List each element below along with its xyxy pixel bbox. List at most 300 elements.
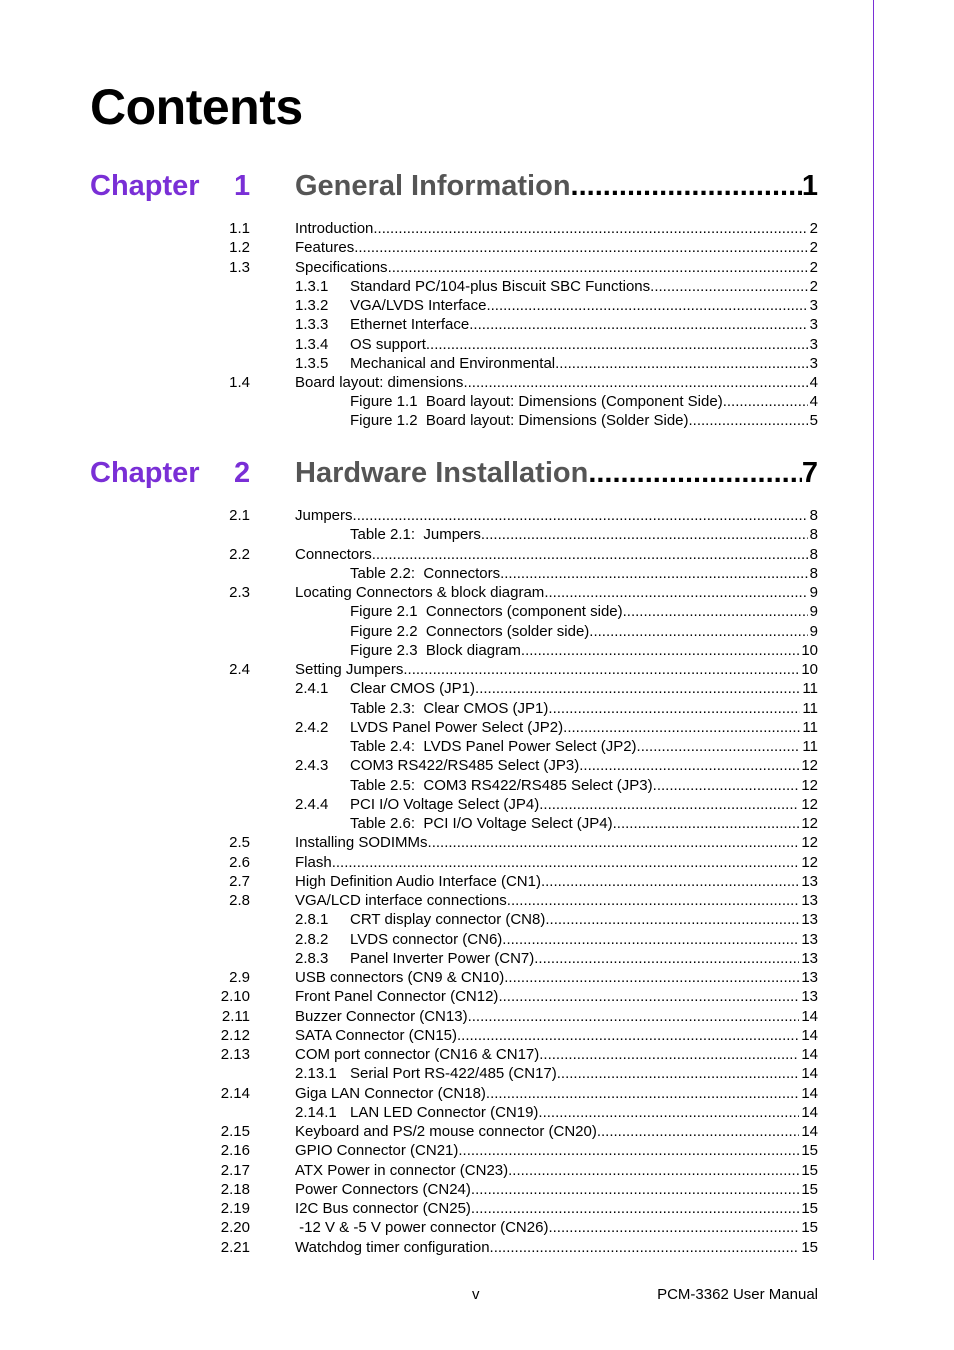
toc-entry-number: 2.16 [220,1142,250,1160]
leader-dots [539,1045,799,1064]
leader-dots [490,1238,800,1257]
toc-entry-number: 1.3.1 [295,278,329,295]
chapter-title-line [295,170,818,203]
toc-entry-number: 2.1 [229,507,250,524]
leader-dots [468,1007,800,1026]
leader-dots [534,949,799,968]
toc-entry[interactable] [0,622,954,641]
leader-dots [545,910,799,929]
toc-entry-line [350,930,818,949]
toc-entry-line [350,602,818,621]
toc-entry[interactable] [0,1122,954,1141]
toc-entry-number: 2.9 [229,969,250,986]
toc-entry-number: 2.6 [229,853,250,871]
toc-entry-line [350,776,818,795]
toc-entry-line [350,411,818,430]
leader-dots [481,525,808,544]
leader-dots [486,296,807,315]
toc-entry-number: 2.19 [220,1200,250,1217]
leader-dots [650,277,808,296]
toc-entry-line [350,564,818,583]
toc-entry-text: Table 2.4: LVDS Panel Power Select (JP2) [350,738,637,755]
toc-entry-page: 12 [801,834,818,852]
toc-entry-number: 1.3.3 [295,316,329,333]
toc-entry-page: 13 [801,911,818,929]
toc-entry-text: Figure 2.3 Block diagram [350,641,521,659]
leader-dots [597,1122,799,1141]
toc-entry-number: 2.8 [229,892,250,909]
toc-entry-number: 2.11 [221,1007,250,1025]
toc-entry[interactable] [0,660,954,679]
toc-entry[interactable] [0,930,954,949]
toc-entry-text: Front Panel Connector (CN12) [295,988,499,1006]
toc-entry-text: Specifications [295,259,388,276]
toc-entry-text: Buzzer Connector (CN13) [295,1007,468,1025]
leader-dots [458,1141,799,1160]
toc-entry-line [295,1161,818,1180]
leader-dots [653,776,800,795]
toc-entry-line [350,699,818,718]
toc-entry-text: Power Connectors (CN24) [295,1180,471,1198]
toc-entry-page: 8 [809,507,818,524]
chapter-title-line [295,457,818,490]
toc-entry-text: Table 2.3: Clear CMOS (JP1) [350,699,549,717]
toc-entry-page: 10 [801,661,818,678]
toc-entry[interactable] [0,277,954,296]
toc-entry-page: 3 [809,336,818,353]
toc-entry-page: 14 [801,1046,818,1063]
toc-entry[interactable] [0,853,954,872]
toc-entry-line [295,258,818,277]
toc-entry-number: 2.18 [220,1180,250,1198]
toc-entry-line [350,354,818,373]
toc-entry-page: 14 [801,1084,818,1102]
toc-entry-text: Figure 2.2 Connectors (solder side) [350,622,590,640]
toc-entry-line [295,660,818,679]
toc-entry-line [295,872,818,891]
toc-entry-number: 2.14.1 [295,1103,337,1121]
leader-dots [502,930,799,949]
toc-entry-text: -12 V & -5 V power connector (CN26) [295,1219,549,1237]
toc-entry-text: Mechanical and Environmental [350,355,556,372]
leader-dots [354,238,807,257]
toc-entry-line [350,335,818,354]
chapter-heading-1[interactable] [90,170,818,210]
toc-entry[interactable] [0,583,954,602]
leader-dots [353,506,808,525]
toc-entry-page: 13 [801,949,818,967]
toc-entry-page: 9 [809,603,818,621]
toc-entry-text: LAN LED Connector (CN19) [350,1103,539,1121]
toc-entry-number: 2.8.2 [295,930,329,948]
toc-entry-line [350,910,818,929]
toc-entry-page: 13 [801,969,818,986]
leader-dots [544,583,807,602]
toc-entry-number: 2.5 [229,834,250,852]
toc-entry-number: 1.3 [229,259,250,276]
toc-entry-line [295,1141,818,1160]
leader-dots [471,1180,799,1199]
leader-dots [613,814,800,833]
toc-entry-text: VGA/LCD interface connections [295,892,507,909]
toc-entry[interactable] [0,564,954,583]
toc-entry-line [350,525,818,544]
toc-entry-page: 14 [801,1026,818,1044]
toc-entry-text: OS support [350,336,426,353]
toc-entry[interactable] [0,315,954,334]
toc-entry[interactable] [0,1084,954,1103]
leader-dots [508,1161,799,1180]
toc-entry-text: USB connectors (CN9 & CN10) [295,969,505,986]
toc-entry-page: 4 [809,393,818,410]
toc-entry[interactable] [0,1199,954,1218]
leader-dots [475,679,800,698]
toc-entry-page: 2 [809,278,818,295]
toc-entry-line [350,641,818,660]
leader-dots [563,718,800,737]
leader-dots [463,373,807,392]
toc-entry-text: LVDS connector (CN6) [350,930,503,948]
toc-entry-text: Figure 1.1 Board layout: Dimensions (Component Side) [350,393,723,410]
toc-entry-page: 11 [802,738,818,755]
toc-entry-page: 13 [801,930,818,948]
leader-dots [689,411,808,430]
toc-entry[interactable] [0,1238,954,1257]
toc-entry-text: VGA/LVDS Interface [350,297,487,314]
toc-entry-page: 11 [802,699,818,717]
toc-entry[interactable] [0,699,954,718]
toc-entry-number: 2.3 [229,584,250,601]
toc-entry-line [295,1238,818,1257]
toc-entry-line [295,238,818,257]
toc-entry-number: 2.8.3 [295,949,329,967]
chapter-page: 1 [801,170,818,202]
toc-entry-page: 10 [801,641,818,659]
toc-entry-line [295,1007,818,1026]
toc-entry-text: Clear CMOS (JP1) [350,680,476,698]
leader-dots [538,1103,799,1122]
leader-dots [486,1084,799,1103]
toc-entry-line [295,373,818,392]
toc-entry-line [295,1199,818,1218]
toc-entry-line [295,583,818,602]
toc-entry-page: 15 [801,1142,818,1160]
toc-entry-page: 3 [809,316,818,333]
toc-entry-page: 14 [801,1123,818,1140]
toc-entry-number: 1.1 [229,220,250,237]
toc-entry-text: Table 2.1: Jumpers [350,526,481,544]
leader-dots [426,335,808,354]
leader-dots [548,699,800,718]
leader-dots [428,833,800,852]
leader-dots [541,872,799,891]
toc-entry[interactable] [0,1007,954,1026]
toc-entry-number: 2.4.1 [295,680,329,698]
toc-entry-text: Giga LAN Connector (CN18) [295,1084,486,1102]
toc-entry-number: 2.7 [229,872,250,890]
toc-entry-number: 1.3.2 [295,297,329,314]
chapter-heading-2[interactable] [90,457,818,497]
toc-entry[interactable] [0,872,954,891]
toc-entry-text: LVDS Panel Power Select (JP2) [350,718,564,736]
toc-entry-page: 12 [801,815,818,832]
toc-entry-text: Features [295,239,355,256]
toc-entry-number: 1.3.5 [295,355,329,372]
toc-entry-line [295,1180,818,1199]
toc-entry-number: 2.15 [220,1123,250,1140]
toc-entry-text: Setting Jumpers [295,661,404,678]
leader-dots [388,258,808,277]
toc-entry-page: 15 [801,1219,818,1237]
toc-entry-text: Keyboard and PS/2 mouse connector (CN20) [295,1123,597,1140]
toc-entry[interactable] [0,1103,954,1122]
toc-entry-number: 2.13.1 [295,1065,337,1083]
toc-entry-line [295,1122,818,1141]
toc-entry-page: 15 [801,1200,818,1217]
toc-entry-line [350,949,818,968]
toc-entry-number: 2.4.3 [295,757,329,775]
toc-entry-number: 2.2 [229,545,250,563]
toc-entry[interactable] [0,1161,954,1180]
toc-entry-line [295,853,818,872]
toc-entry-text: Board layout: dimensions [295,374,464,391]
leader-dots [504,968,799,987]
toc-entry-text: COM3 RS422/RS485 Select (JP3) [350,757,580,775]
toc-entry-text: Figure 2.1 Connectors (component side) [350,603,623,621]
toc-entry-text: Panel Inverter Power (CN7) [350,949,535,967]
toc-entry-number: 2.14 [220,1084,250,1102]
toc-entry[interactable] [0,296,954,315]
toc-entry[interactable] [0,776,954,795]
toc-entry[interactable] [0,525,954,544]
toc-entry-text: COM port connector (CN16 & CN17) [295,1046,540,1063]
leader-dots [589,622,807,641]
toc-entry-line [295,1218,818,1237]
toc-entry[interactable] [0,1180,954,1199]
toc-entry[interactable] [0,411,954,430]
toc-entry[interactable] [0,987,954,1006]
toc-entry-text: Table 2.5: COM3 RS422/RS485 Select (JP3) [350,776,653,794]
toc-entry-number: 1.2 [229,239,250,256]
toc-entry-number: 2.4.4 [295,795,329,813]
toc-entry[interactable] [0,238,954,257]
leader-dots [555,354,808,373]
toc-entry-page: 8 [809,545,818,563]
toc-entry-line [350,1064,818,1083]
toc-entry-line [295,968,818,987]
toc-entry[interactable] [0,373,954,392]
leader-dots [471,1199,799,1218]
leader-dots [637,737,801,756]
toc-entry-line [295,1084,818,1103]
toc-entry-number: 1.3.4 [295,336,329,353]
toc-entry-number: 2.12 [220,1026,250,1044]
toc-entry[interactable] [0,258,954,277]
toc-entry-text: Figure 1.2 Board layout: Dimensions (Solder Side) [350,412,689,429]
toc-entry-page: 12 [801,757,818,775]
toc-entry-page: 2 [809,259,818,276]
toc-entry-page: 11 [802,680,818,698]
toc-entry-text: Locating Connectors & block diagram [295,584,545,601]
leader-dots [539,795,799,814]
leader-dots [469,315,807,334]
toc-entry[interactable] [0,756,954,775]
toc-entry-number: 2.4.2 [295,718,329,736]
toc-entry-page: 15 [801,1161,818,1179]
toc-entry[interactable] [0,1026,954,1045]
toc-entry[interactable] [0,833,954,852]
leader-dots [500,564,808,583]
toc-entry[interactable] [0,949,954,968]
toc-entry-number: 2.10 [220,988,250,1006]
toc-entry-line [295,545,818,564]
toc-entry-number: 2.8.1 [295,911,329,929]
toc-entry-page: 8 [809,564,818,582]
toc-entry[interactable] [0,679,954,698]
toc-entry[interactable] [0,506,954,525]
toc-entry[interactable] [0,354,954,373]
toc-entry-line [350,1103,818,1122]
toc-entry-page: 3 [809,297,818,314]
toc-entry-page: 12 [801,853,818,871]
toc-entry-line [295,1045,818,1064]
leader-dots [571,170,802,203]
toc-entry-line [350,296,818,315]
toc-entry[interactable] [0,602,954,621]
toc-entry-text: Ethernet Interface [350,316,470,333]
chapter-title: General Information [295,170,571,202]
toc-entry[interactable] [0,545,954,564]
chapter-title: Hardware Installation [295,457,589,489]
toc-entry[interactable] [0,737,954,756]
toc-entry-line [295,833,818,852]
toc-entry-text: Table 2.2: Connectors [350,564,501,582]
toc-entry-text: SATA Connector (CN15) [295,1026,458,1044]
toc-entry-text: High Definition Audio Interface (CN1) [295,872,541,890]
toc-entry[interactable] [0,968,954,987]
toc-entry-text: Watchdog timer configuration [295,1238,490,1256]
toc-entry[interactable] [0,718,954,737]
toc-entry[interactable] [0,814,954,833]
toc-entry-text: GPIO Connector (CN21) [295,1142,459,1160]
toc-entry-line [295,1026,818,1045]
toc-entry-line [350,795,818,814]
toc-entry-number: 2.13 [220,1046,250,1063]
toc-entry[interactable] [0,891,954,910]
toc-entry-line [350,679,818,698]
toc-entry-page: 9 [809,584,818,601]
toc-entry-number: 2.21 [220,1238,250,1256]
chapter-page: 7 [801,457,818,489]
toc-entry-line [350,756,818,775]
leader-dots [403,660,799,679]
toc-entry[interactable] [0,910,954,929]
toc-entry-page: 12 [801,776,818,794]
toc-entry-line [350,737,818,756]
toc-entry-line [350,814,818,833]
toc-entry-page: 13 [801,892,818,909]
toc-entry-text: ATX Power in connector (CN23) [295,1161,509,1179]
toc-entry-line [350,622,818,641]
toc-entry-page: 14 [801,1065,818,1083]
toc-entry-line [295,987,818,1006]
toc-entry-page: 12 [801,795,818,813]
toc-entry-page: 13 [801,872,818,890]
toc-entry-text: Serial Port RS-422/485 (CN17) [350,1065,557,1083]
toc-entry-line [350,277,818,296]
toc-entry-text: Installing SODIMMs [295,834,428,852]
toc-entry-text: Jumpers [295,507,353,524]
leader-dots [521,641,799,660]
toc-entry-text: I2C Bus connector (CN25) [295,1200,471,1217]
toc-entry-page: 9 [809,622,818,640]
page-title: Contents [90,79,303,135]
leader-dots [579,756,799,775]
toc-entry-page: 14 [801,1007,818,1025]
toc-entry-page: 3 [809,355,818,372]
leader-dots [373,219,807,238]
toc-entry-number: 2.20 [220,1219,250,1237]
toc-entry-number: 1.4 [229,374,250,391]
toc-entry[interactable] [0,1045,954,1064]
toc-entry-page: 15 [801,1238,818,1256]
toc-entry[interactable] [0,392,954,411]
toc-entry[interactable] [0,335,954,354]
toc-entry-line [350,718,818,737]
leader-dots [723,392,808,411]
toc-entry-line [350,315,818,334]
leader-dots [457,1026,799,1045]
toc-entry[interactable] [0,219,954,238]
toc-entry-page: 11 [802,718,818,736]
toc-entry-text: CRT display connector (CN8) [350,911,546,929]
toc-entry-page: 2 [809,220,818,237]
chapter-label: Chapter [90,170,200,202]
leader-dots [332,853,800,872]
chapter-number: 2 [234,457,251,489]
leader-dots [498,987,799,1006]
toc-entry-text: Flash [295,853,332,871]
toc-entry-line [350,392,818,411]
toc-entry-page: 2 [809,239,818,256]
footer-manual-title: PCM-3362 User Manual [657,1286,818,1303]
toc-entry-page: 4 [809,374,818,391]
toc-entry-page: 8 [809,526,818,544]
toc-entry-page: 14 [801,1103,818,1121]
leader-dots [623,602,808,621]
toc-entry[interactable] [0,1141,954,1160]
toc-entry-page: 15 [801,1180,818,1198]
leader-dots [548,1218,799,1237]
toc-entry-line [295,891,818,910]
toc-entry-line [295,506,818,525]
toc-entry-number: 2.4 [229,661,250,678]
toc-entry[interactable] [0,795,954,814]
toc-entry-page: 5 [809,412,818,429]
toc-entry[interactable] [0,1064,954,1083]
chapter-label: Chapter [90,457,200,489]
toc-entry-text: PCI I/O Voltage Select (JP4) [350,795,540,813]
leader-dots [372,545,808,564]
toc-entry-page: 13 [801,988,818,1006]
leader-dots [507,891,800,910]
toc-entry-text: Standard PC/104-plus Biscuit SBC Functions [350,278,651,295]
toc-entry-text: Table 2.6: PCI I/O Voltage Select (JP4) [350,815,613,832]
chapter-number: 1 [234,170,251,202]
toc-entry[interactable] [0,1218,954,1237]
leader-dots [588,457,802,490]
toc-entry[interactable] [0,641,954,660]
